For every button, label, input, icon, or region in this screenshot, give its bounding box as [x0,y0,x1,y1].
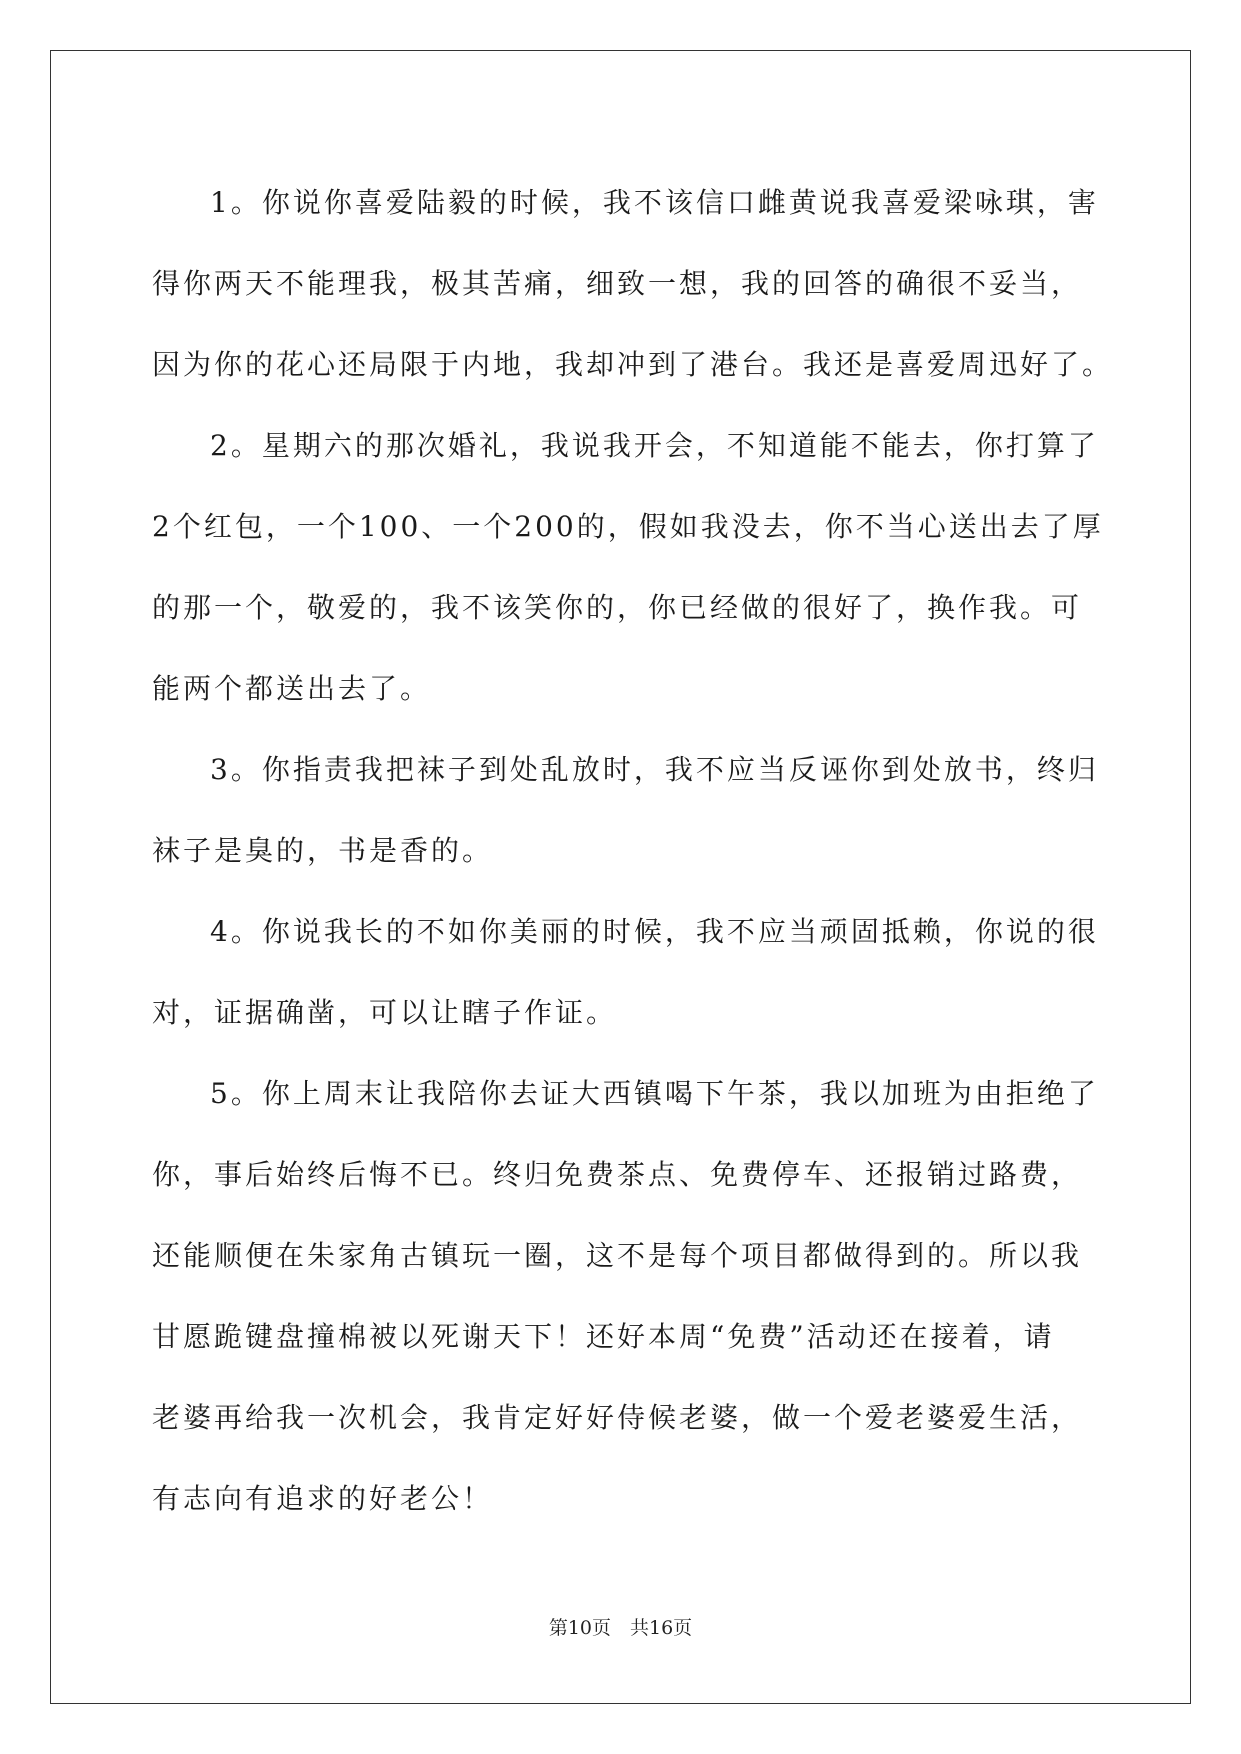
text-line: 得你两天不能理我，极其苦痛，细致一想，我的回答的确很不妥当， [152,267,1083,300]
text-line: 3。你指责我把袜子到处乱放时，我不应当反诬你到处放书，终归 [210,753,1099,786]
text-line: 因为你的花心还局限于内地，我却冲到了港台。我还是喜爱周迅好了。 [152,348,1114,381]
text-line: 有志向有追求的好老公！ [152,1482,494,1515]
text-line: 袜子是臭的，书是香的。 [152,834,494,867]
text-line: 的那一个，敬爱的，我不该笑你的，你已经做的很好了，换作我。可 [152,591,1083,624]
text-line: 你，事后始终后悔不已。终归免费茶点、免费停车、还报销过路费， [152,1158,1083,1191]
text-line: 1。你说你喜爱陆毅的时候，我不该信口雌黄说我喜爱梁咏琪，害 [210,186,1099,219]
document-body [152,162,1114,1539]
text-line: 5。你上周末让我陪你去证大西镇喝下午茶，我以加班为由拒绝了 [210,1077,1099,1110]
text-line: 2个红包，一个100、一个200的，假如我没去，你不当心送出去了厚 [152,510,1104,543]
page-number: 第10页 共16页 [548,1617,693,1639]
text-line: 老婆再给我一次机会，我肯定好好侍候老婆，做一个爱老婆爱生活， [152,1401,1083,1434]
text-line: 甘愿跪键盘撞棉被以死谢天下！还好本周“免费”活动还在接着，请 [152,1320,1055,1353]
text-line: 对，证据确凿，可以让瞎子作证。 [152,996,618,1029]
text-line: 4。你说我长的不如你美丽的时候，我不应当顽固抵赖，你说的很 [210,915,1099,948]
text-line: 2。星期六的那次婚礼，我说我开会，不知道能不能去，你打算了 [210,429,1099,462]
text-line: 能两个都送出去了。 [152,672,432,705]
text-line: 还能顺便在朱家角古镇玩一圈，这不是每个项目都做得到的。所以我 [152,1239,1083,1272]
